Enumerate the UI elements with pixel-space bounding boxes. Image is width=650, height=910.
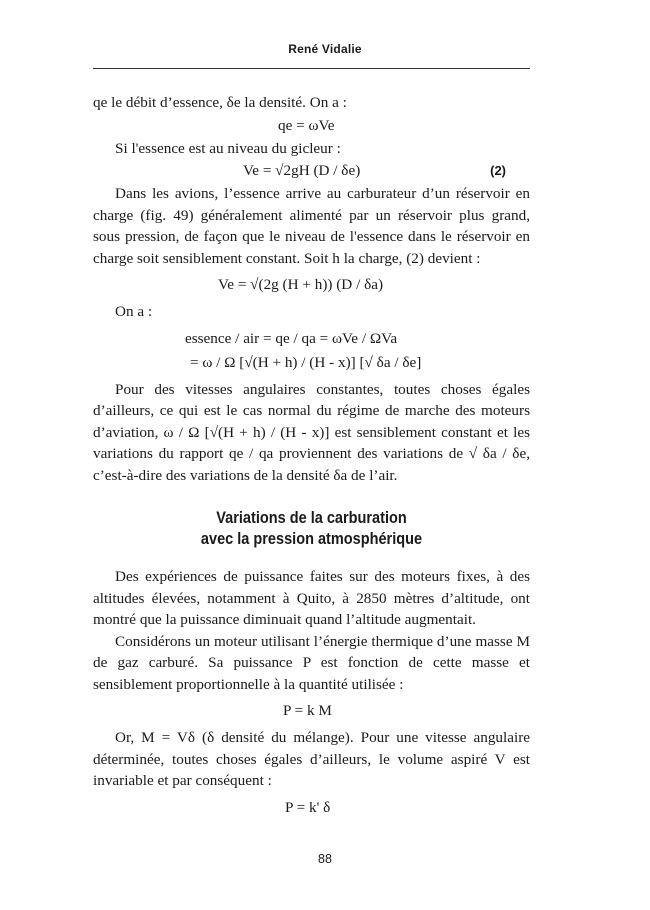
equation-qe-text: qe = ωVe [278,116,335,134]
paragraph-gicleur: Si l'essence est au niveau du gicleur : [115,139,341,157]
equation-ve-charge [93,273,530,297]
equation-p-kdelta-text: P = k' δ [285,798,331,816]
equation-ve-text: Ve = √2gH (D / δe) [243,162,361,179]
equation-number: (2) [490,163,506,178]
equation-ratio-1 [93,327,530,351]
paragraph-or: Or, M = Vδ (δ densité du mélange). Pour une vitesse angulaire déterminée, toutes choses égales d’ailleurs, le volume aspiré V est invariable et par conséquent : [93,729,530,789]
paragraph-intro: qe le débit d’essence, δe la densité. On a : [93,94,347,111]
equation-qe [93,114,530,138]
paragraph-vitesses: Pour des vitesses angulaires constantes, toutes choses égales d’ailleurs, ce qui est le cas normal du régime de marche des moteurs d’aviation, ω / Ω [√(H + h) / (H - x)] est sensiblement constant et les variations du rapport qe / qa proviennent des variations de √ δa / δe, c’est-à-dire des variations de la densité δa de l’air. [93,380,530,484]
section-title-line-2: avec la pression atmosphérique [200,530,423,548]
equation-ratio-2 [93,351,530,375]
equation-ve [93,159,530,183]
equation-p-km-text: P = k M [283,702,332,719]
equation-p-kdelta [93,796,530,820]
equation-p-km [93,699,530,723]
paragraph-avions: Dans les avions, l’essence arrive au carburateur d’un réservoir en charge (fig. 49) généralement alimenté par un réservoir plus grand, sous pression, de façon que le niveau de l'essence dans le réservoir en charge soit sensiblement constant. Soit h la charge, (2) devient : [93,185,530,267]
equation-ratio-1-text: essence / air = qe / qa = ωVe / ΩVa [185,329,398,347]
equation-ratio-2-text: = ω / Ω [√(H + h) / (H - x)] [√ δa / δe] [190,353,422,371]
paragraph-experiences: Des expériences de puissance faites sur des moteurs fixes, à des altitudes élevées, notamment à Quito, à 2850 mètres d’altitude, ont montré que la puissance diminuait quand l’altitude augmentait. [93,568,530,628]
page-number: 88 [318,852,332,866]
paragraph-considerons: Considérons un moteur utilisant l’énergie thermique d’une masse M de gaz carburé. Sa puissance P est fonction de cette masse et sensiblement proportionnelle à la quantité utilisée : [93,632,530,693]
page-body [93,92,530,820]
equation-ve-charge-text: Ve = √(2g (H + h)) (D / δa) [218,276,384,293]
section-title-line-1: Variations de la carburation [216,509,407,527]
paragraph-ona: On a : [115,303,153,320]
header-rule [93,68,530,69]
running-title: René Vidalie [288,42,362,56]
